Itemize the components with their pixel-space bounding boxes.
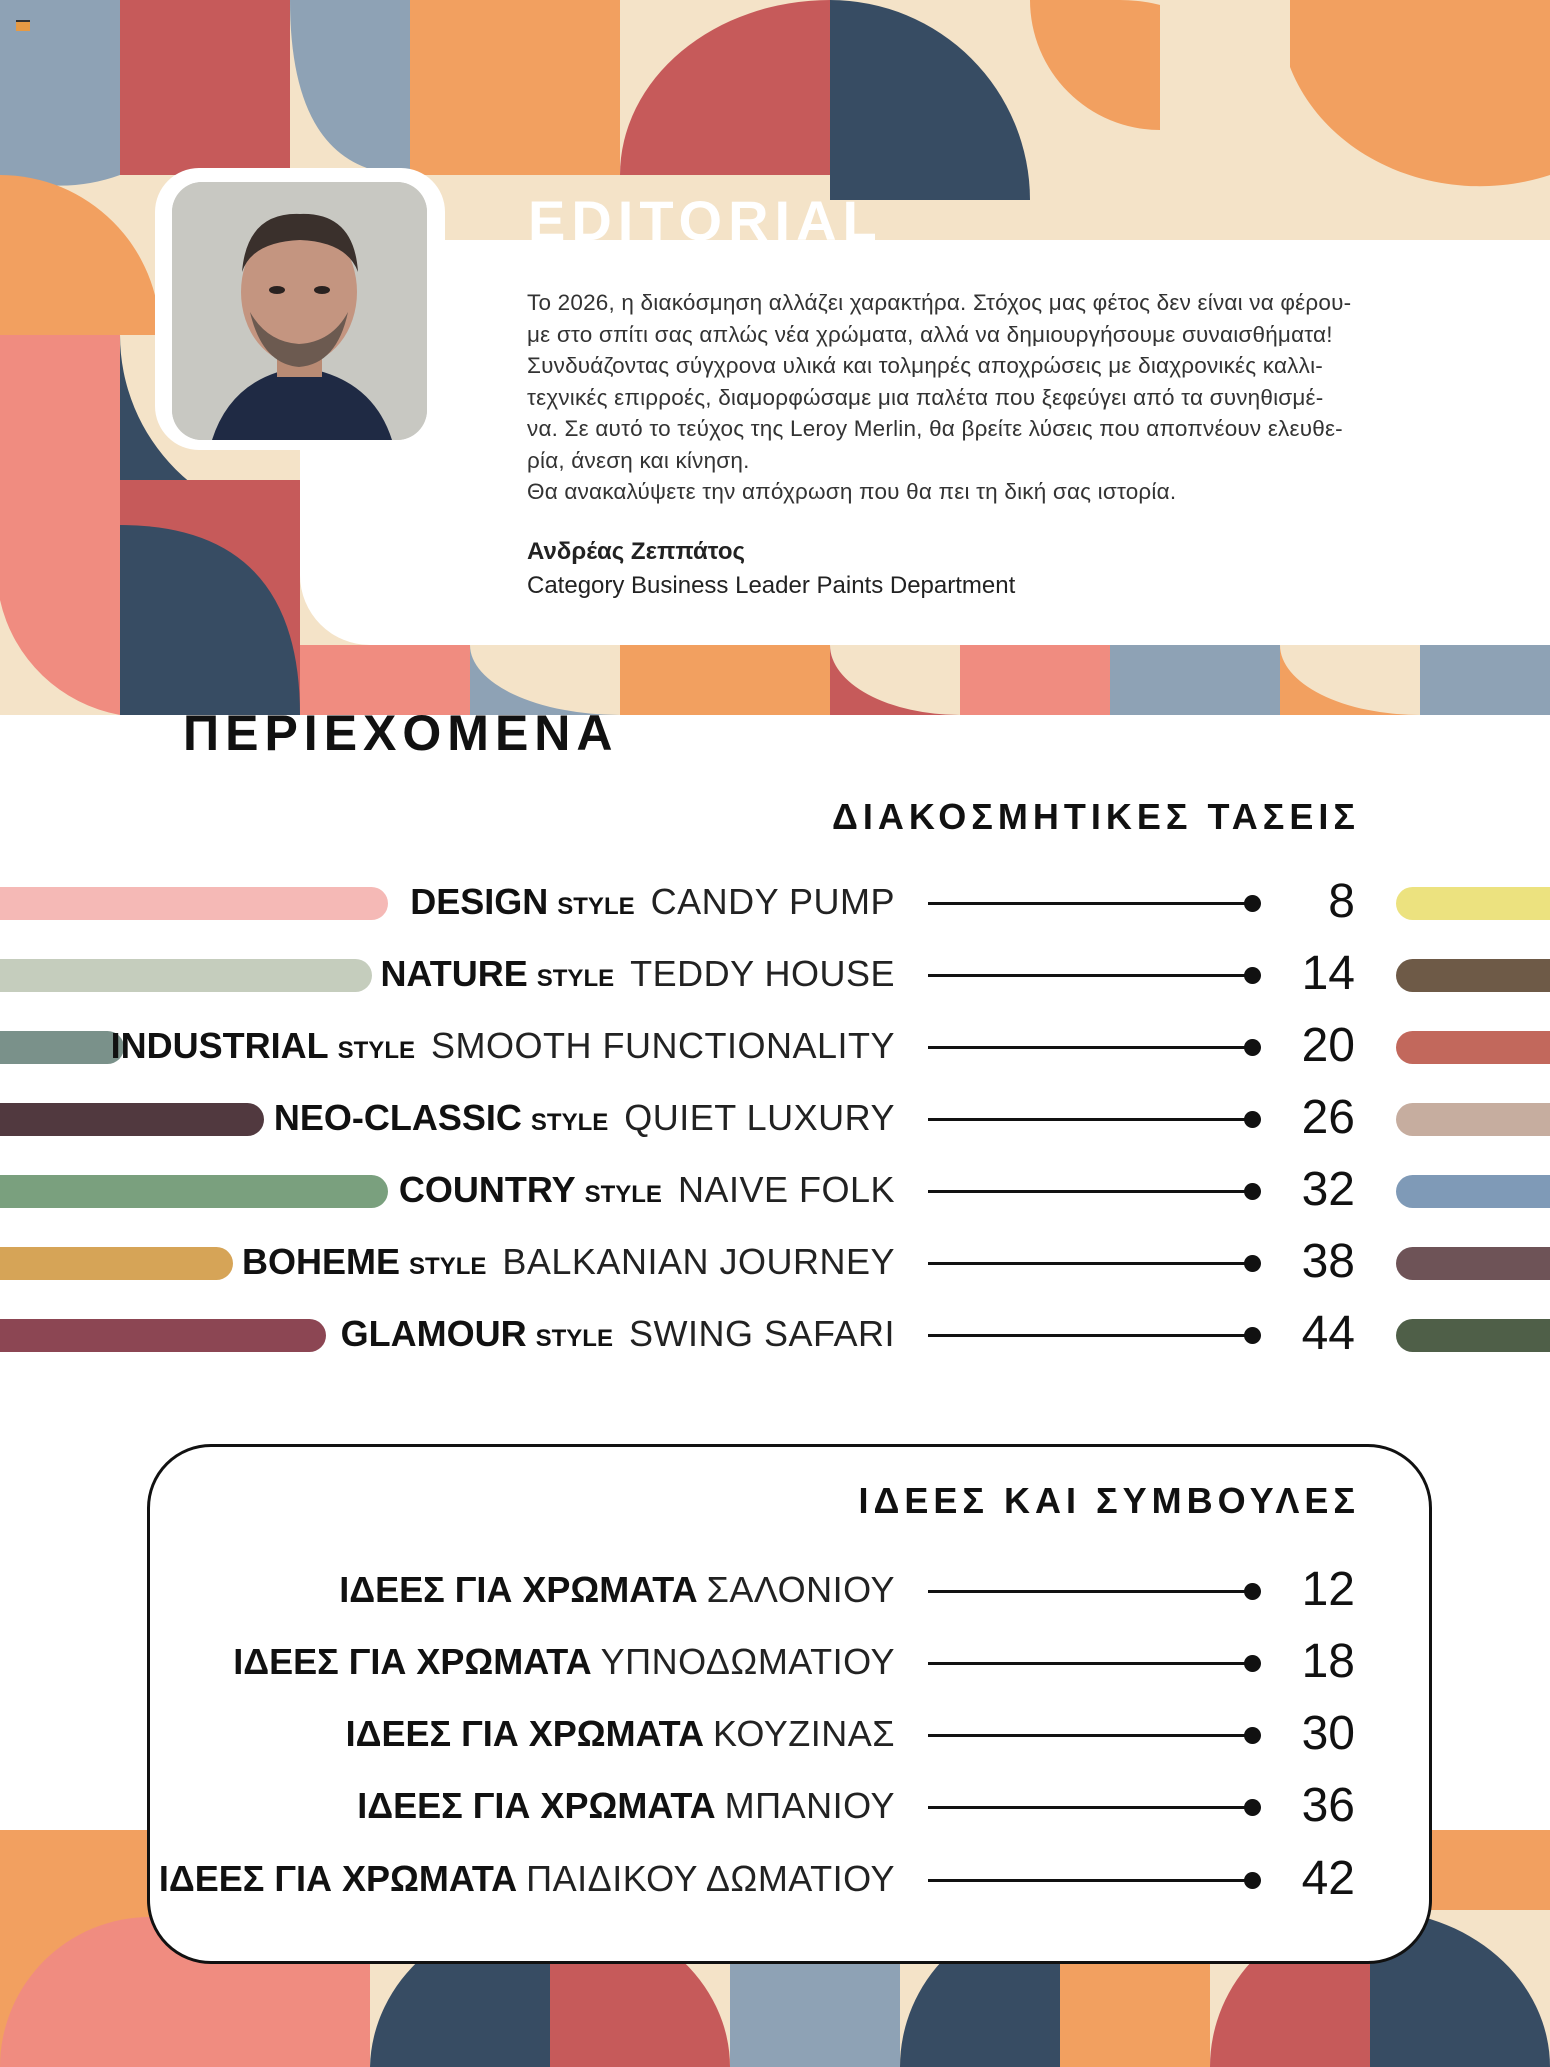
color-swatch-left [0,887,388,920]
color-swatch-right [1396,1175,1550,1208]
contents-title: ΠΕΡΙΕΧΟΜΕΝΑ [183,705,619,761]
page-number: 26 [1301,1091,1355,1144]
color-swatch-right [1396,959,1550,992]
author-photo [172,182,427,440]
leader-dot [1244,967,1261,984]
collection-name: NAIVE FOLK [677,1169,895,1210]
toc-entry-glamour[interactable] [0,1304,1550,1364]
page-number: 42 [1301,1852,1355,1905]
toc-entry-boheme[interactable] [0,1232,1550,1292]
collection-name: QUIET LUXURY [624,1097,895,1138]
page-number: 8 [1328,875,1355,928]
color-swatch-left [0,1319,326,1352]
idea-prefix: ΙΔΕΕΣ ΓΙΑ ΧΡΩΜΑΤΑ [158,1858,518,1899]
editorial-line: να. Σε αυτό το τεύχος της Leroy Merlin, θα βρείτε λύσεις που αποπνέουν ελευθε- [527,416,1343,441]
page-number: 18 [1301,1635,1355,1688]
entry-label [357,1776,895,1836]
page-number: 30 [1301,1707,1355,1760]
idea-prefix: ΙΔΕΕΣ ΓΙΑ ΧΡΩΜΑΤΑ [233,1641,592,1682]
entry-label [339,1560,895,1620]
page-number: 20 [1301,1019,1355,1072]
style-name: GLAMOUR [340,1313,527,1354]
author-name: Ανδρέας Ζεππάτος [527,538,745,565]
toc-entry-bedroom[interactable] [0,1632,1550,1692]
style-name: NATURE [380,953,528,994]
editorial-line: Συνδυάζοντας σύγχρονα υλικά και τολμηρές αποχρώσεις με διαχρονικές καλλι- [527,353,1323,378]
page-number: 44 [1301,1307,1355,1360]
collection-name: TEDDY HOUSE [630,953,895,994]
idea-prefix: ΙΔΕΕΣ ΓΙΑ ΧΡΩΜΑΤΑ [357,1785,716,1826]
editorial-line: Το 2026, η διακόσμηση αλλάζει χαρακτήρα. Στόχος μας φέτος δεν είναι να φέρου- [527,290,1352,315]
room-name: ΚΟΥΖΙΝΑΣ [712,1713,895,1754]
color-swatch-left [0,959,372,992]
entry-label [233,1632,895,1692]
room-name: ΣΑΛΟΝΙΟΥ [706,1569,895,1610]
leader-line [928,1662,1253,1665]
toc-entry-bathroom[interactable] [0,1776,1550,1836]
leader-dot [1244,1327,1261,1344]
style-name: COUNTRY [398,1169,576,1210]
toc-entry-kitchen[interactable] [0,1704,1550,1764]
entry-label [274,1088,895,1148]
leader-line [928,1879,1253,1882]
color-swatch-right [1396,1103,1550,1136]
color-swatch-left [0,1247,233,1280]
leader-dot [1244,1183,1261,1200]
color-swatch-left [0,1175,388,1208]
leader-dot [1244,895,1261,912]
page-number: 36 [1301,1779,1355,1832]
leader-dot [1244,1039,1261,1056]
ideas-heading: ΙΔΕΕΣ ΚΑΙ ΣΥΜΒΟΥΛΕΣ [858,1480,1360,1521]
leader-dot [1244,1583,1261,1600]
color-swatch-right [1396,1031,1550,1064]
toc-entry-neo-classic[interactable] [0,1088,1550,1148]
collection-name: CANDY PUMP [650,881,895,922]
entry-label [410,872,895,932]
leader-dot [1244,1872,1261,1889]
leader-dot [1244,1727,1261,1744]
leader-dot [1244,1111,1261,1128]
editorial-title: EDITORIAL [528,189,883,242]
style-suffix: STYLE [584,1181,662,1208]
collection-name: BALKANIAN JOURNEY [502,1241,895,1282]
toc-entry-living-room[interactable] [0,1560,1550,1620]
style-suffix: STYLE [557,893,635,920]
leader-line [928,1590,1253,1593]
editorial-line: με στο σπίτι σας απλώς νέα χρώματα, αλλά να δημιουργήσουμε συναισθήματα! [527,321,1333,347]
leader-dot [1244,1655,1261,1672]
entry-label [159,1849,895,1909]
leader-line [928,974,1253,977]
room-name: ΠΑΙΔΙΚΟΥ ΔΩΜΑΤΙΟΥ [526,1858,895,1899]
style-name: DESIGN [410,881,549,922]
toc-entry-industrial[interactable] [0,1016,1550,1076]
color-swatch-right [1396,1247,1550,1280]
leader-dot [1244,1255,1261,1272]
leader-line [928,1334,1253,1337]
style-name: NEO-CLASSIC [273,1097,522,1138]
entry-label [346,1704,895,1764]
toc-entry-kids-room[interactable] [0,1849,1550,1909]
style-name: BOHEME [242,1241,401,1282]
toc-entry-country[interactable] [0,1160,1550,1220]
page-number: 38 [1301,1235,1355,1288]
style-suffix: STYLE [337,1037,415,1064]
color-swatch-right [1396,1319,1550,1352]
page-number: 14 [1301,947,1355,1000]
idea-prefix: ΙΔΕΕΣ ΓΙΑ ΧΡΩΜΑΤΑ [339,1569,698,1610]
style-suffix: STYLE [530,1109,609,1136]
idea-prefix: ΙΔΕΕΣ ΓΙΑ ΧΡΩΜΑΤΑ [345,1713,704,1754]
editorial-line: Θα ανακαλύψετε την απόχρωση που θα πει τη δική σας ιστορία. [527,479,1177,504]
style-suffix: STYLE [535,1325,613,1352]
leader-dot [1244,1799,1261,1816]
entry-label [399,1160,895,1220]
room-name: ΥΠΝΟΔΩΜΑΤΙΟΥ [600,1641,895,1682]
entry-label [341,1304,895,1364]
leader-line [928,1262,1253,1265]
leader-line [928,902,1253,905]
leader-line [928,1806,1253,1809]
style-suffix: STYLE [409,1253,487,1280]
entry-label [111,1016,895,1076]
color-swatch-left [0,1103,264,1136]
collection-name: SWING SAFARI [628,1313,895,1354]
page-number: 32 [1301,1163,1355,1216]
toc-entry-nature[interactable] [0,944,1550,1004]
trends-heading: ΔΙΑΚΟΣΜΗΤΙΚΕΣ ΤΑΣΕΙΣ [832,796,1360,837]
entry-label [380,944,895,1004]
leader-line [928,1118,1253,1121]
editorial-body [527,287,1467,508]
style-name: INDUSTRIAL [110,1025,329,1066]
leader-line [928,1190,1253,1193]
entry-label [242,1232,895,1292]
collection-name: SMOOTH FUNCTIONALITY [430,1025,895,1066]
toc-entry-design[interactable] [0,872,1550,932]
room-name: ΜΠΑΝΙΟΥ [724,1785,895,1826]
leader-line [928,1734,1253,1737]
page-corner-marker [16,20,30,31]
editorial-line: ρία, άνεση και κίνηση. [527,447,750,473]
style-suffix: STYLE [536,965,615,992]
author-role: Category Business Leader Paints Department [527,572,1016,599]
editorial-line: τεχνικές επιρροές, διαμορφώσαμε μια παλέτα που ξεφεύγει από τα συνηθισμέ- [527,384,1324,410]
color-swatch-left [0,1031,124,1064]
page-number: 12 [1301,1563,1355,1616]
color-swatch-right [1396,887,1550,920]
leader-line [928,1046,1253,1049]
